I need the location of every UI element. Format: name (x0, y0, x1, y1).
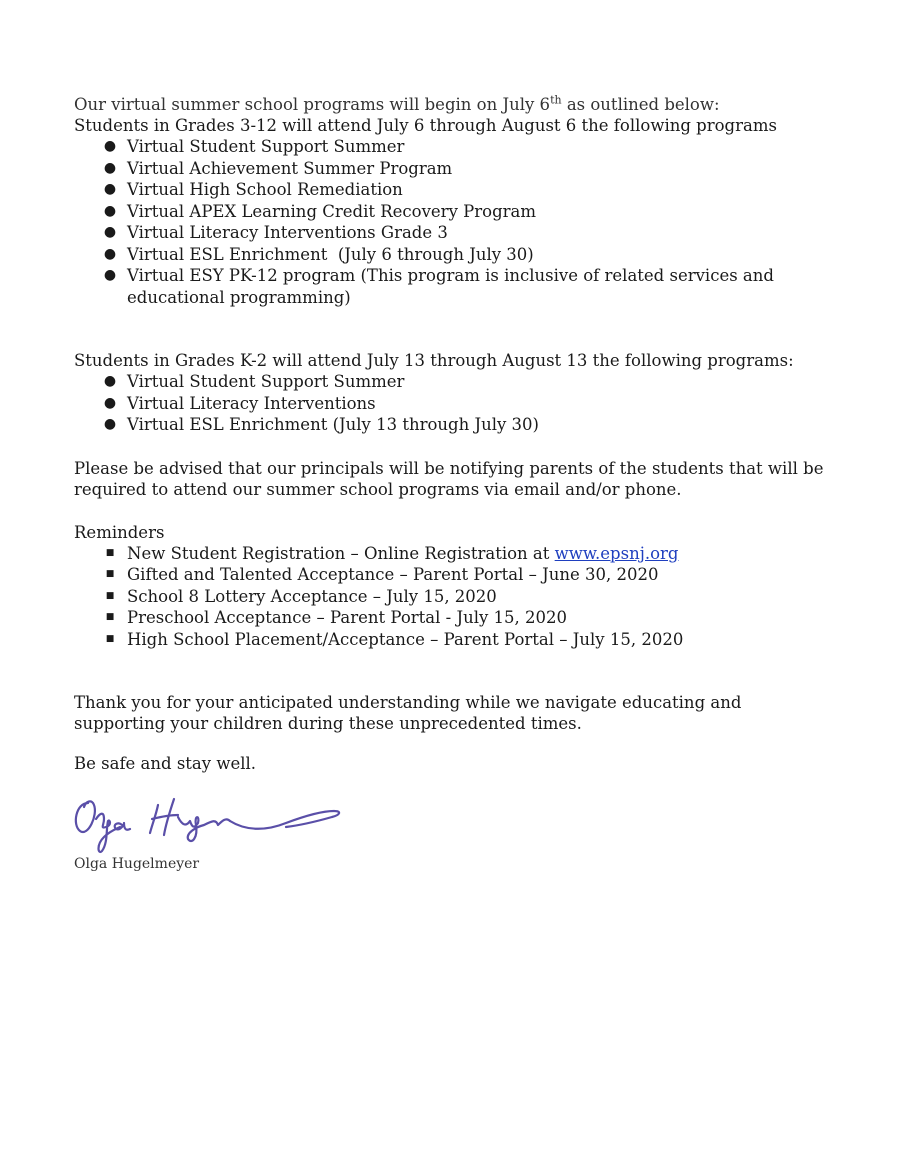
bullet-icon: ● (103, 159, 117, 176)
list-item (74, 586, 854, 608)
reminder-label: Gifted and Talented Acceptance – Parent Portal – June 30, 2020 (127, 565, 659, 584)
program-label: Virtual ESL Enrichment (July 6 through July 30) (127, 244, 534, 264)
letter-body (74, 94, 854, 774)
grades-3-12-program-list (74, 136, 854, 308)
bullet-icon: ● (103, 138, 117, 154)
program-label: Virtual Literacy Interventions Grade 3 (127, 223, 448, 242)
handwritten-signature (66, 785, 356, 865)
square-bullet-icon: ■ (105, 569, 115, 579)
program-label: Virtual ESL Enrichment (July 13 through July 30) (127, 415, 539, 434)
list-item (74, 244, 854, 266)
intro-line (74, 94, 854, 115)
square-bullet-icon: ■ (105, 547, 115, 558)
signature-ink (76, 799, 339, 852)
list-item (74, 629, 854, 651)
list-item (74, 201, 854, 223)
bullet-icon: ● (103, 416, 117, 432)
square-bullet-icon: ■ (105, 612, 115, 622)
program-label: Virtual ESY PK-12 program (This program is inclusive of related services and educational programming) (127, 266, 774, 307)
list-item (74, 543, 854, 565)
grades-k-2-program-list (74, 371, 854, 436)
program-label: Virtual Student Support Summer (127, 372, 405, 391)
reminder-label: New Student Registration – Online Registration at (127, 543, 555, 563)
signer-name: Olga Hugelmeyer (74, 856, 200, 872)
bullet-icon: ● (103, 267, 117, 283)
grades-3-12-heading: Students in Grades 3-12 will attend July 6 through August 6 the following programs (74, 116, 777, 135)
list-item (74, 265, 854, 308)
intro-text-end: as outlined below: (561, 95, 720, 114)
list-item (74, 371, 854, 393)
bullet-icon: ● (103, 224, 117, 240)
program-label: Virtual Student Support Summer (127, 137, 405, 156)
bullet-icon: ● (103, 394, 117, 411)
reminders-heading: Reminders (74, 522, 165, 542)
list-item (74, 136, 854, 158)
program-label: Virtual APEX Learning Credit Recovery Program (127, 201, 536, 221)
program-label: Virtual High School Remediation (127, 180, 403, 199)
program-label: Virtual Achievement Summer Program (127, 158, 453, 178)
list-item (74, 179, 854, 201)
square-bullet-icon: ■ (105, 633, 115, 644)
thanks-paragraph: Thank you for your anticipated understanding while we navigate educating and supporting your children during these unprecedented times. (74, 693, 742, 733)
bullet-icon: ● (103, 373, 117, 389)
bullet-icon: ● (103, 245, 117, 262)
reminders-list (74, 543, 854, 651)
reminder-label: Preschool Acceptance – Parent Portal - July 15, 2020 (127, 608, 568, 627)
registration-link[interactable]: www.epsnj.org (554, 543, 679, 563)
list-item (74, 564, 854, 586)
bullet-icon: ● (103, 181, 117, 197)
list-item (74, 607, 854, 629)
farewell-line: Be safe and stay well. (74, 754, 257, 773)
square-bullet-icon: ■ (105, 590, 115, 601)
list-item (74, 414, 854, 436)
list-item (74, 393, 854, 415)
list-item (74, 222, 854, 244)
list-item (74, 158, 854, 180)
advisory-paragraph: Please be advised that our principals will be notifying parents of the students that will be required to attend our summer school programs via email and/or phone. (74, 458, 824, 499)
intro-text: Our virtual summer school programs will begin on July 6 (74, 95, 551, 114)
program-label: Virtual Literacy Interventions (127, 393, 376, 413)
grades-k-2-heading: Students in Grades K-2 will attend July 13 through August 13 the following programs: (74, 351, 794, 370)
reminder-label: School 8 Lottery Acceptance – July 15, 2020 (127, 586, 497, 606)
reminder-label: High School Placement/Acceptance – Parent Portal – July 15, 2020 (127, 629, 684, 649)
bullet-icon: ● (103, 202, 117, 219)
intro-superscript: th (550, 93, 562, 107)
